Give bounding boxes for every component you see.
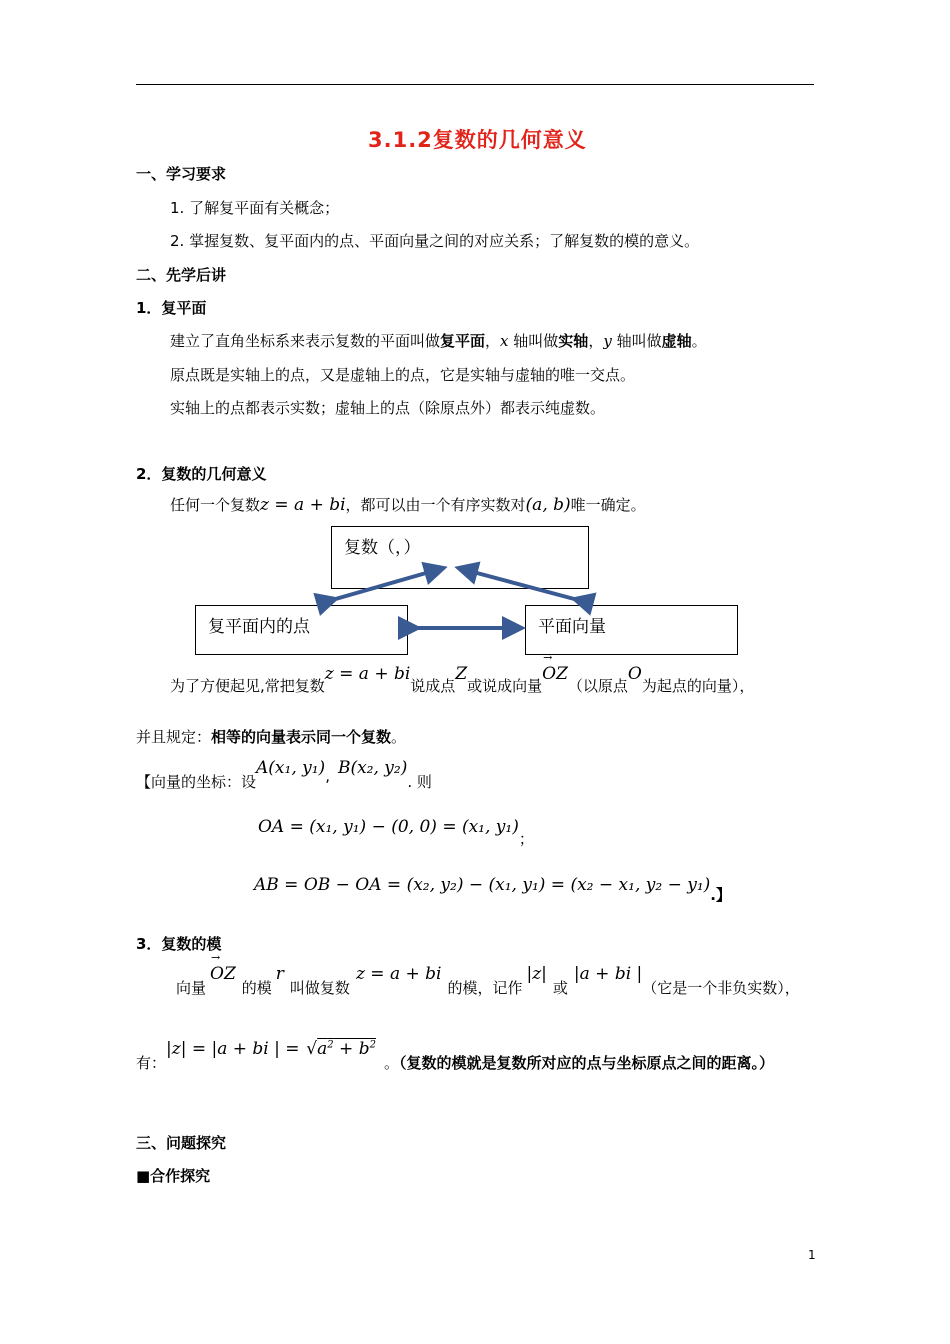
text: 为了方便起见,常把复数 (170, 677, 325, 695)
text: 向量 (176, 979, 207, 997)
var-r: r (275, 964, 284, 984)
term-complex-plane: 复平面 (440, 332, 486, 350)
term-real-axis: 实轴 (558, 332, 589, 350)
cooperative-inquiry: ■合作探究 (136, 1167, 211, 1185)
var-x: x (500, 332, 509, 350)
text: 的模，记作 (447, 979, 523, 997)
term-imag-axis: 虚轴 (661, 332, 692, 350)
text: 说成点 (410, 677, 456, 695)
formula-z: z = a + bi (324, 664, 411, 684)
formula-modulus: |z| = |a + bi | = (166, 1039, 300, 1059)
text: 建立了直角坐标系来表示复数的平面叫做 (170, 332, 441, 350)
abs-z: |z| (526, 964, 547, 984)
text: ， (485, 332, 501, 350)
origin-note: 原点既是实轴上的点，又是虚轴上的点，它是实轴与虚轴的唯一交点。 (170, 366, 636, 384)
text: 为起点的向量）， (641, 677, 755, 695)
sub-1-heading: 1．复平面 (136, 299, 207, 317)
vector-coord-line (136, 757, 432, 791)
formula-z: z = a + bi (355, 964, 442, 984)
vector-OZ: → OZ (210, 964, 236, 984)
axis-note: 实轴上的点都表示实数；虚轴上的点（除原点外）都表示纯虚数。 (170, 399, 606, 417)
text: 任何一个复数 (170, 496, 261, 514)
arrow-point-to-number (332, 569, 440, 600)
formula-OA: OA = (x₁, y₁) − (0, 0) = (x₁, y₁) (258, 817, 519, 837)
modulus-note: （复数的模就是复数所对应的点与坐标原点之间的距离。） (398, 1054, 774, 1072)
text: 或 (552, 979, 568, 997)
page-title: 3.1.2复数的几何意义 (368, 128, 587, 152)
text: .】 (710, 886, 731, 904)
origin-O: O (627, 664, 642, 684)
modulus-formula-line (136, 1038, 774, 1072)
section-2-heading: 二、先学后讲 (136, 266, 227, 284)
text: （它是一个非负实数）， (642, 979, 800, 997)
point-B: B(x₂, y₂) (337, 758, 408, 778)
req-item-1: 1. 了解复平面有关概念； (170, 199, 340, 217)
text: 轴叫做 (508, 332, 559, 350)
text: ， (588, 332, 604, 350)
page-number: 1 (808, 1248, 816, 1262)
sub-3-heading: 3．复数的模 (136, 935, 222, 953)
text: 轴叫做 (611, 332, 662, 350)
text: 或说成向量 (467, 677, 543, 695)
point-A: A(x₁, y₁) (256, 758, 326, 778)
text: 的模 (241, 979, 272, 997)
modulus-definition (176, 963, 800, 997)
section-3-heading: 三、问题探究 (136, 1134, 227, 1152)
text: 【向量的坐标：设 (136, 773, 257, 791)
var-y: y (603, 332, 612, 350)
equation-AB (254, 874, 731, 904)
formula-z: z = a + bi (260, 495, 346, 515)
box-label: 复平面内的点 (208, 617, 310, 637)
text: 并且规定： (136, 728, 212, 746)
text: 。 (383, 1054, 399, 1072)
sub-2-heading: 2．复数的几何意义 (136, 465, 267, 483)
text: （以原点 (567, 677, 628, 695)
section-1-heading: 一、学习要求 (136, 165, 227, 183)
text: 。 (391, 728, 407, 746)
text: 。 (691, 332, 707, 350)
text: 叫做复数 (289, 979, 350, 997)
formula-AB: AB = OB − OA = (x₂, y₂) − (x₁, y₁) = (x₂ − x₁, y₂ − y₁) (254, 875, 711, 895)
arrow-vector-to-number (462, 569, 578, 600)
rule-text: 相等的向量表示同一个复数 (211, 728, 392, 746)
text: , (325, 767, 330, 785)
ordered-pair: (a, b) (525, 495, 571, 515)
sqrt-expression: $√a^2 + b^2$ (306, 1039, 376, 1059)
text: 有： (136, 1054, 167, 1072)
box-label: 复数（，） (344, 538, 421, 558)
text: . 则 (407, 773, 432, 791)
abs-a-bi: |a + bi | (573, 964, 643, 984)
point-Z: Z (455, 664, 468, 684)
vector-OZ: → OZ (542, 664, 568, 684)
equation-OA (258, 816, 534, 848)
box-label: 平面向量 (538, 617, 606, 637)
text: ，都可以由一个有序实数对 (345, 496, 526, 514)
equal-vector-rule (136, 726, 406, 747)
req-item-2: 2. 掌握复数、复平面内的点、平面向量之间的对应关系；了解复数的模的意义。 (170, 232, 700, 250)
text: ； (518, 830, 534, 848)
convention-line (170, 663, 755, 695)
text: 唯一确定。 (570, 496, 646, 514)
